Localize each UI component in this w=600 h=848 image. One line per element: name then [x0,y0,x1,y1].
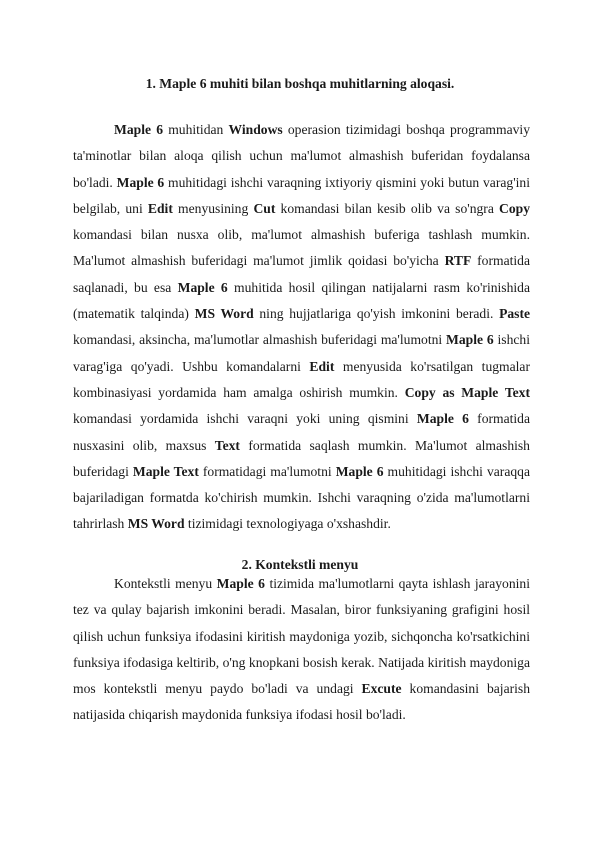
text-run: komandasini bajarish natijasida chiqarish maydonida funksiya ifodasi hosil bo'ladi. [73,681,530,723]
bold-term: Edit [309,358,335,374]
text-run: formatida saqlash mumkin. Ma'lumot almashish buferidagi [73,437,530,479]
bold-term: Excute [361,681,402,697]
section-2-paragraph [73,571,530,729]
bold-term: Text [214,437,240,453]
text-run: formatida nusxasini olib, maxsus [73,411,531,453]
text-run: menyusida ko'rsatilgan tugmalar kombinasiyasi yordamida ham amalga oshirish mumkin. [73,358,530,400]
bold-term: Edit [147,200,173,216]
section-2-title: 2. Kontekstli menyu [241,557,359,572]
bold-term: Paste [499,306,531,322]
bold-term: MS Word [194,306,254,322]
bold-term: Maple 6 [177,279,228,295]
bold-term: Maple 6 [216,576,265,591]
bold-term: Windows [228,122,283,137]
bold-term: Maple 6 [335,463,384,479]
text-run: komandasi bilan nusxa olib, ma'lumot almashish buferiga tashlash mumkin. Ma'lumot almashish buferidagi ma'lumot jimlik qoidasi bo'yicha [73,227,530,269]
bold-term: Maple 6 [116,174,165,190]
bold-term: Maple Text [132,463,199,479]
text-run: muhitidagi ishchi varaqning ixtiyoriy qismini yoki butun varag'ini belgilab, uni [73,174,530,216]
text-run: muhitidagi ishchi varaqqa bajariladigan formatda ko'chirish mumkin. Ishchi varaqning o'zida ma'lumotlarni tahrirlash [73,463,530,532]
bold-term: Copy [499,200,531,216]
bold-term: Cut [253,200,276,216]
text-run: Kontekstli menyu [114,576,217,591]
text-run: muhitida hosil qilingan natijalarni rasm ko'rinishida (matematik talqinda) [73,279,530,322]
text-run: komandasi bilan kesib olib va so'ngra [275,200,500,216]
bold-term: Maple 6 [446,332,494,348]
text-run: formatidagi ma'lumotni [198,463,336,479]
text-run: ning hujjatlariga qo'yish imkonini beradi. [253,306,500,322]
bold-term: Copy as Maple Text [404,384,530,400]
text-run: menyusining [172,200,254,216]
text-run: muhitidan [163,122,229,137]
section-1-title: 1. Maple 6 muhiti bilan boshqa muhitlarning aloqasi. [145,76,455,91]
bold-term: Maple 6 [416,411,469,427]
bold-term: MS Word [127,516,185,532]
text-run: komandasi yordamida ishchi varaqni yoki uning qismini [73,411,417,427]
text-run: ishchi varag'iga qo'yadi. Ushbu komandalarni [73,332,530,374]
text-run: tizimidagi texnologiyaga o'xshashdir. [184,516,391,532]
text-run: operasion tizimidagi boshqa programmaviy ta'minotlar bilan aloqa qilish uchun ma'lumot almashish buferidan foydalansa bo'ladi. [73,122,530,190]
bold-term: Maple 6 [114,122,163,137]
section-1-paragraph [73,117,530,538]
text-run: komandasi, aksincha, ma'lumotlar almashish buferidagi ma'lumotni [73,332,447,348]
bold-term: RTF [444,253,472,269]
text-run: tizimida ma'lumotlarni qayta ishlash jarayonini tez va qulay bajarish imkonini beradi. Masalan, biror funksiyaning grafigini hosil qilish uchun funksiya ifodasini kiritish maydoniga yozib, sichqoncha ko'rsatkichini funksiya ifodasiga keltirib, o'ng knopkani bosish kerak. Natijada kiritish maydoniga mos kontekstli menyu paydo bo'ladi va undagi [73,576,530,697]
text-run: formatida saqlanadi, bu esa [73,253,530,295]
